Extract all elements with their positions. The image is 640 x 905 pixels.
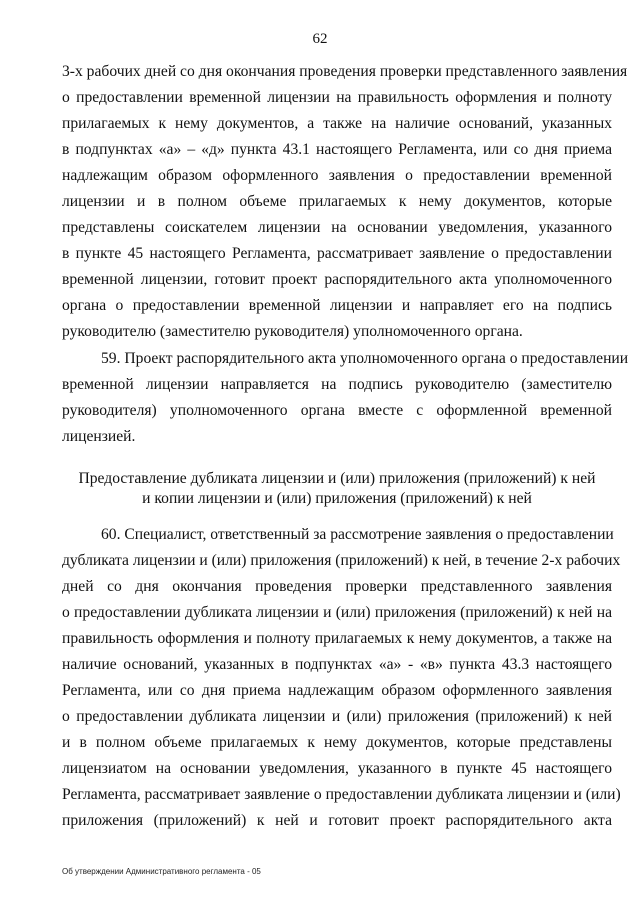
heading-line: и копии лицензии и (или) приложения (приложений) к ней [142,490,532,507]
heading-line: Предоставление дубликата лицензии и (или) приложения (приложений) к ней [78,470,596,487]
text-line: наличие оснований, указанных в подпунктах «а» - «в» пункта 43.3 настоящего [62,656,612,673]
text-line: лицензиатом на основании уведомления, указанного в пункте 45 настоящего [62,760,612,777]
text-line: Регламента, рассматривает заявление о предоставлении дубликата лицензии и (или) [62,786,621,803]
text-line: лицензии и в полном объеме прилагаемых к нему документов, которые [62,193,612,210]
text-line: руководителю (заместителю руководителя) уполномоченного органа. [62,323,523,340]
text-line: о предоставлении дубликата лицензии и (или) приложения (приложений) к ней на [62,604,612,621]
text-line: правильность оформления и полноту прилагаемых к нему документов, а также на [62,630,612,647]
text-line: о предоставлении временной лицензии на правильность оформления и полноту [62,89,612,106]
document-footer: Об утверждении Административного регламента - 05 [62,867,261,876]
text-line: приложения (приложений) к ней и готовит проект распорядительного акта [62,812,612,829]
text-line: 3-х рабочих дней со дня окончания проведения проверки представленного заявления [62,63,628,80]
text-line: в подпунктах «а» – «д» пункта 43.1 настоящего Регламента, или со дня приема [62,141,612,158]
text-line: временной лицензии, готовит проект распорядительного акта уполномоченного [62,271,612,288]
text-line: руководителя) уполномоченного органа вместе с оформленной временной [62,402,612,419]
text-line: дубликата лицензии и (или) приложения (приложений) к ней, в течение 2-х рабочих [62,552,621,569]
text-line: лицензией. [62,428,136,445]
text-line: и в полном объеме прилагаемых к нему документов, которые представлены [62,734,612,751]
text-line: временной лицензии направляется на подпись руководителю (заместителю [62,376,612,393]
text-line: дней со дня окончания проведения проверки представленного заявления [62,578,612,595]
text-line: представлены соискателем лицензии на основании уведомления, указанного [62,219,612,236]
page-number: 62 [312,31,328,47]
text-line: о предоставлении дубликата лицензии и (или) приложения (приложений) к ней [62,708,612,725]
text-line: 59. Проект распорядительного акта уполномоченного органа о предоставлении [101,350,629,367]
text-line: надлежащим образом оформленного заявления о предоставлении временной [62,167,612,184]
text-line: органа о предоставлении временной лицензии и направляет его на подпись [62,297,612,314]
text-line: Регламента, или со дня приема надлежащим образом оформленного заявления [62,682,612,699]
text-line: 60. Специалист, ответственный за рассмотрение заявления о предоставлении [101,526,614,543]
text-line: прилагаемых к нему документов, а также на наличие оснований, указанных [62,115,612,132]
text-line: в пункте 45 настоящего Регламента, рассматривает заявление о предоставлении [62,245,612,262]
